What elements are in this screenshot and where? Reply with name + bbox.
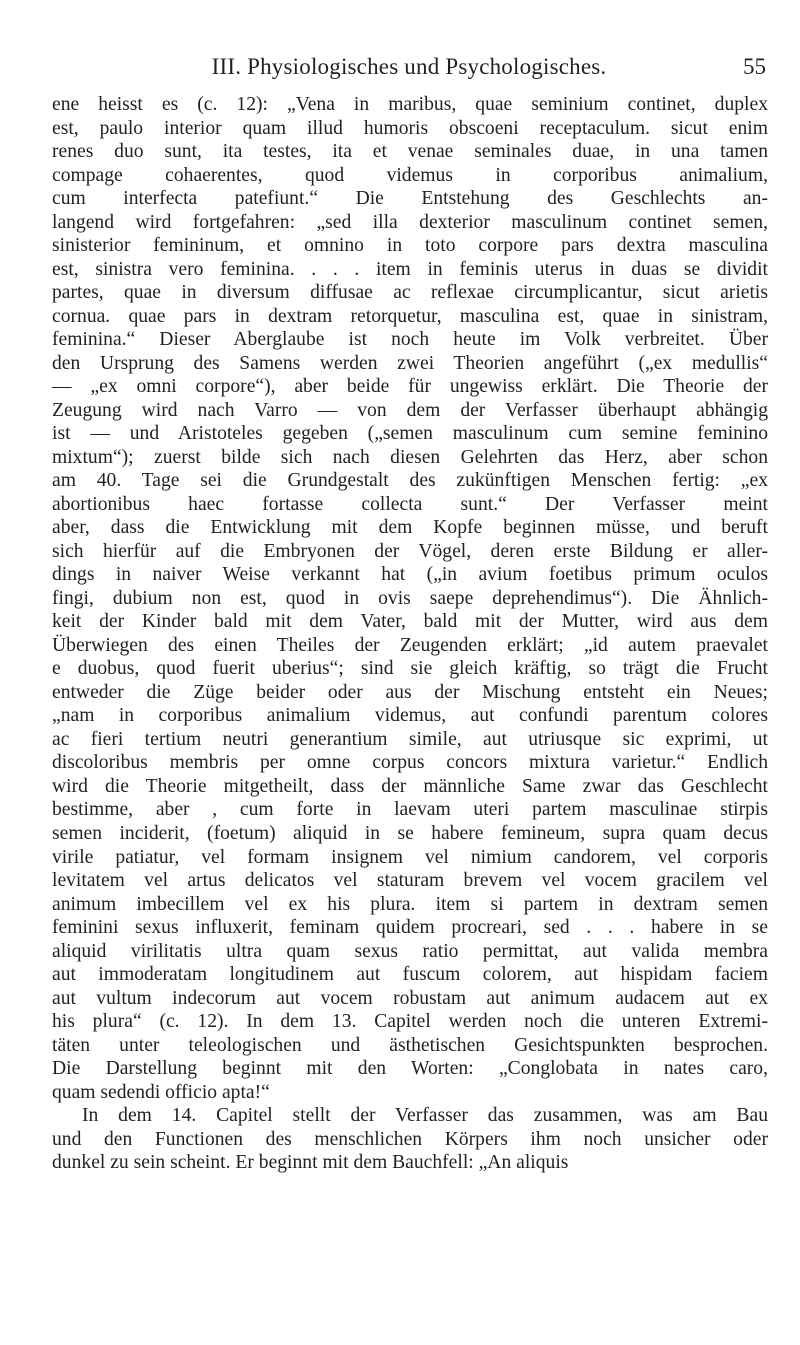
page-number: 55 [743, 54, 766, 79]
text-line: am 40. Tage sei die Grundgestalt des zukünftigen Menschen fertig: „ex [52, 470, 768, 492]
text-line: feminini sexus influxerit, feminam quidem procreari, sed . . . habere in se [52, 917, 768, 939]
text-line: In dem 14. Capitel stellt der Verfasser das zusammen, was am Bau [82, 1105, 768, 1127]
text-line: entweder die Züge beider oder aus der Mischung entsteht ein Neues; [52, 681, 768, 703]
text-line: renes duo sunt, ita testes, ita et venae seminales duae, in una tamen [52, 141, 768, 163]
text-line: langend wird fortgefahren: „sed illa dexterior masculinum continet semen, [52, 211, 768, 233]
text-line: keit der Kinder bald mit dem Vater, bald mit der Mutter, wird aus dem [52, 611, 768, 633]
text-line: sich hierfür auf die Embryonen der Vögel, deren erste Bildung er aller- [52, 540, 768, 562]
text-line: aut vultum indecorum aut vocem robustam aut animum audacem aut ex [52, 987, 768, 1009]
text-line: ac fieri tertium neutri generantium simile, aut utriusque sic exprimi, ut [52, 728, 768, 750]
text-line: wird die Theorie mitgetheilt, dass der männliche Same zwar das Geschlecht [52, 775, 768, 797]
text-line: „nam in corporibus animalium videmus, aut confundi parentum colores [52, 705, 768, 727]
body-text [52, 93, 768, 1175]
text-line: und den Functionen des menschlichen Körpers ihm noch unsicher oder [52, 1128, 768, 1150]
text-line: aber, dass die Entwicklung mit dem Kopfe beginnen müsse, und beruft [52, 517, 768, 539]
text-line: partes, quae in diversum diffusae ac reflexae circumplicantur, sicut arietis [52, 282, 768, 304]
text-line: mixtum“); zuerst bilde sich nach diesen Gelehrten das Herz, aber schon [52, 446, 768, 468]
text-line: ist — und Aristoteles gegeben („semen masculinum cum semine feminino [52, 423, 768, 445]
text-line: — „ex omni corpore“), aber beide für ungewiss erklärt. Die Theorie der [52, 376, 768, 398]
text-line: est, sinistra vero feminina. . . . item in feminis uterus in duas se dividit [52, 258, 768, 280]
text-line: e duobus, quod fuerit uberius“; sind sie gleich kräftig, so trägt die Frucht [52, 658, 768, 680]
text-line: den Ursprung des Samens werden zwei Theorien angeführt („ex medullis“ [52, 352, 768, 374]
text-line: täten unter teleologischen und ästhetischen Gesichtspunkten besprochen. [52, 1034, 768, 1056]
text-line: cornua. quae pars in dextram retorquetur, masculina est, quae in sinistram, [52, 305, 768, 327]
text-line: fingi, dubium non est, quod in ovis saepe deprehendimus“). Die Ähnlich- [52, 587, 768, 609]
text-line: dunkel zu sein scheint. Er beginnt mit dem Bauchfell: „An aliquis [52, 1152, 569, 1174]
text-line: Zeugung wird nach Varro — von dem der Verfasser überhaupt abhängig [52, 399, 768, 421]
text-line: Die Darstellung beginnt mit den Worten: „Conglobata in nates caro, [52, 1058, 768, 1080]
text-line: virile patiatur, vel formam insignem vel nimium candorem, vel corporis [52, 846, 768, 868]
text-line: animum imbecillem vel ex his plura. item si partem in dextram semen [52, 893, 768, 915]
text-line: feminina.“ Dieser Aberglaube ist noch heute im Volk verbreitet. Über [52, 329, 768, 351]
text-line: quam sedendi officio apta!“ [52, 1081, 270, 1103]
text-line: his plura“ (c. 12). In dem 13. Capitel werden noch die unteren Extremi- [52, 1011, 768, 1033]
text-line: sinisterior femininum, et omnino in toto corpore pars dextra masculina [52, 235, 768, 257]
text-line: aliquid virilitatis ultra quam sexus ratio permittat, aut valida membra [52, 940, 768, 962]
text-line: bestimme, aber , cum forte in laevam uteri partem masculinae stirpis [52, 799, 768, 821]
text-line: dings in naiver Weise verkannt hat („in avium foetibus primum oculos [52, 564, 768, 586]
text-line: Überwiegen des einen Theiles der Zeugenden erklärt; „id autem praevalet [52, 634, 768, 656]
running-title: III. Physiologisches und Psychologisches. [211, 54, 607, 79]
text-line: aut immoderatam longitudinem aut fuscum colorem, aut hispidam faciem [52, 964, 768, 986]
text-line: ene heisst es (c. 12): „Vena in maribus, quae seminium continet, duplex [52, 94, 768, 115]
text-line: compage cohaerentes, quod videmus in corporibus animalium, [52, 164, 768, 186]
text-line: semen inciderit, (foetum) aliquid in se habere femineum, supra quam decus [52, 822, 768, 844]
text-line: abortionibus haec fortasse collecta sunt.“ Der Verfasser meint [52, 493, 768, 515]
text-line: cum interfecta patefiunt.“ Die Entstehung des Geschlechts an- [52, 188, 768, 210]
text-line: discoloribus membris per omne corpus concors mixtura varietur.“ Endlich [52, 752, 768, 774]
running-header [52, 18, 766, 80]
text-line: levitatem vel artus delicatos vel staturam brevem vel vocem gracilem vel [52, 870, 768, 892]
text-line: est, paulo interior quam illud humoris obscoeni receptaculum. sicut enim [52, 117, 768, 139]
